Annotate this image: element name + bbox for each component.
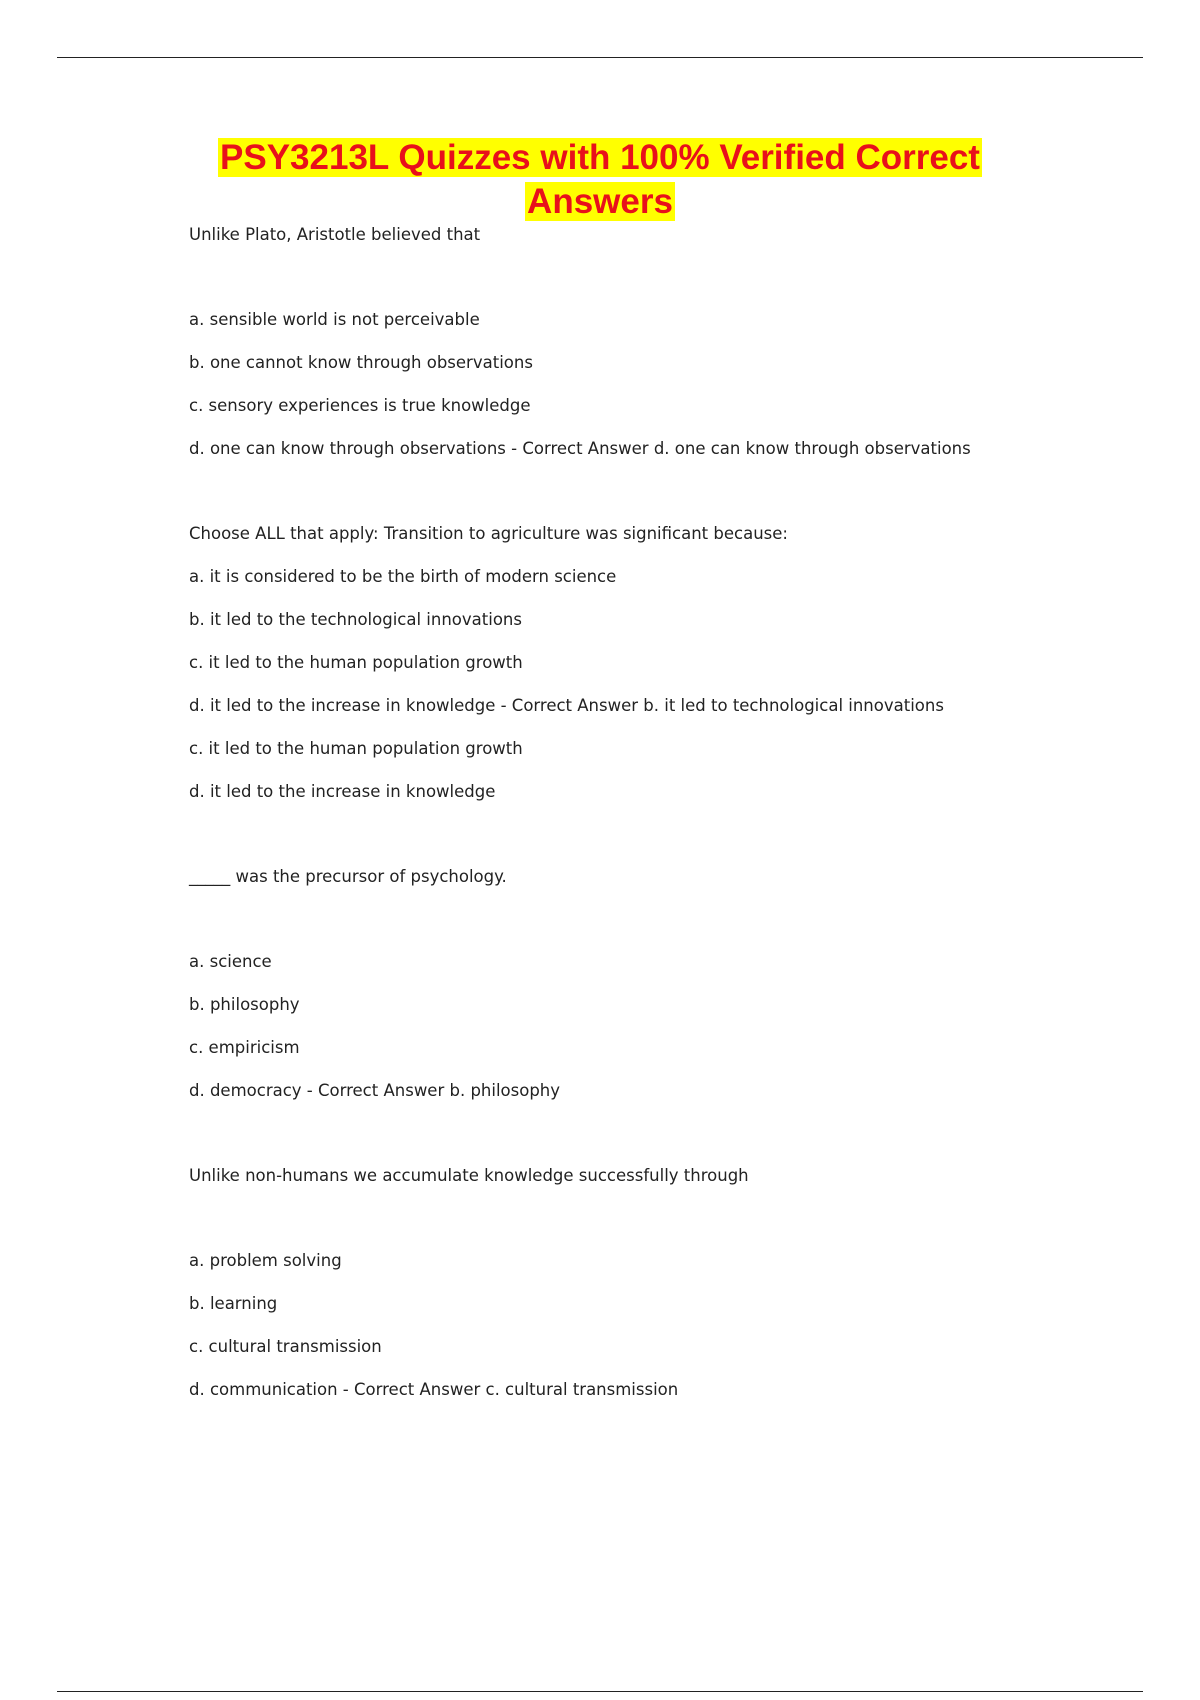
answer-option: b. philosophy bbox=[189, 995, 300, 1014]
answer-option: c. it led to the human population growth bbox=[189, 739, 523, 758]
question-prompt: Unlike non-humans we accumulate knowledge successfully through bbox=[189, 1166, 749, 1185]
answer-option-with-correct-answer: d. one can know through observations - Correct Answer d. one can know through observations bbox=[189, 439, 971, 458]
answer-option: d. it led to the increase in knowledge bbox=[189, 782, 496, 801]
answer-option-with-correct-answer: d. democracy - Correct Answer b. philosophy bbox=[189, 1081, 561, 1100]
answer-option: a. sensible world is not perceivable bbox=[189, 310, 480, 329]
answer-option: a. it is considered to be the birth of modern science bbox=[189, 567, 617, 586]
question-block bbox=[189, 1165, 1089, 1401]
answer-option: c. empiricism bbox=[189, 1038, 300, 1057]
document-title: PSY3213L Quizzes with 100% Verified Correct Answers bbox=[220, 138, 980, 221]
question-block bbox=[189, 523, 1089, 803]
answer-option: b. it led to the technological innovations bbox=[189, 610, 522, 629]
answer-option: c. sensory experiences is true knowledge bbox=[189, 396, 531, 415]
answer-option: c. cultural transmission bbox=[189, 1337, 382, 1356]
answer-option-with-correct-answer: d. communication - Correct Answer c. cultural transmission bbox=[189, 1380, 679, 1399]
bottom-rule bbox=[57, 1691, 1143, 1692]
question-block bbox=[189, 866, 1089, 1102]
answer-option: a. problem solving bbox=[189, 1251, 342, 1270]
question-block bbox=[189, 224, 1089, 460]
answer-option-with-correct-answer: d. it led to the increase in knowledge - Correct Answer b. it led to technological innovations bbox=[189, 696, 944, 715]
answer-option: c. it led to the human population growth bbox=[189, 653, 523, 672]
answer-option: b. learning bbox=[189, 1294, 278, 1313]
title-block bbox=[0, 136, 1200, 224]
question-prompt: _____ was the precursor of psychology. bbox=[189, 867, 507, 886]
question-prompt: Unlike Plato, Aristotle believed that bbox=[189, 225, 481, 244]
answer-option: b. one cannot know through observations bbox=[189, 353, 533, 372]
top-rule bbox=[57, 57, 1143, 58]
question-prompt: Choose ALL that apply: Transition to agriculture was significant because: bbox=[189, 524, 788, 543]
answer-option: a. science bbox=[189, 952, 272, 971]
quiz-content bbox=[189, 224, 1089, 1401]
